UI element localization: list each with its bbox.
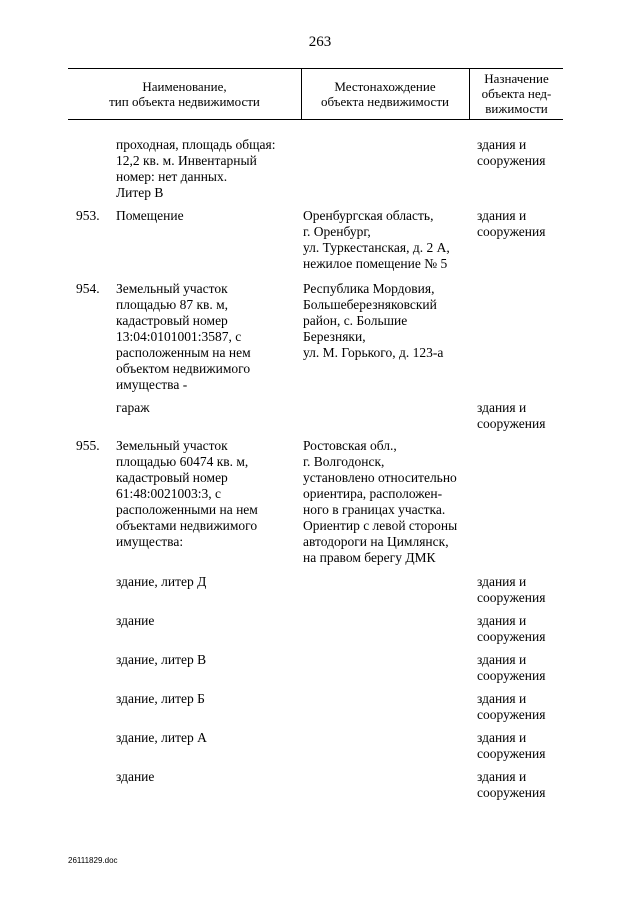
row-name: Земельный участок площадью 60474 кв. м, кадастровый номер 61:48:0021003:3, с расположенными на нем объектами недвижимого имущества: bbox=[116, 438, 258, 549]
header-location: Местонахождение объекта недвижимости bbox=[321, 79, 449, 109]
row-location: Ростовская обл., г. Волгодонск, установлено относительно ориентира, расположен- ного в границах участка. Ориентир с левой стороны автодороги на Цимлянск, на правом берегу ДМК bbox=[303, 438, 458, 565]
row-purpose: здания и сооружения bbox=[477, 400, 546, 431]
row-name: проходная, площадь общая: 12,2 кв. м. Инвентарный номер: нет данных. Литер В bbox=[116, 137, 276, 200]
row-number: 954. bbox=[76, 281, 100, 296]
row-location: Оренбургская область, г. Оренбург, ул. Туркестанская, д. 2 А, нежилое помещение № 5 bbox=[303, 208, 450, 271]
row-purpose: здания и сооружения bbox=[477, 691, 546, 722]
row-name: здание, литер А bbox=[116, 730, 207, 745]
row-purpose: здания и сооружения bbox=[477, 137, 546, 168]
header-name-type: Наименование, тип объекта недвижимости bbox=[109, 79, 260, 109]
row-name: Земельный участок площадью 87 кв. м, кадастровый номер 13:04:0101001:3587, с расположенным на нем объектом недвижимого имущества - bbox=[116, 281, 251, 392]
row-purpose: здания и сооружения bbox=[477, 613, 546, 644]
row-purpose: здания и сооружения bbox=[477, 574, 546, 605]
row-purpose: здания и сооружения bbox=[477, 652, 546, 683]
footer-filename: 26111829.doc bbox=[68, 856, 118, 865]
row-purpose: здания и сооружения bbox=[477, 208, 546, 239]
row-name: здание bbox=[116, 613, 155, 628]
row-name: здание, литер В bbox=[116, 652, 207, 667]
page-number: 263 bbox=[308, 34, 332, 50]
row-name: здание bbox=[116, 769, 155, 784]
row-name: Помещение bbox=[116, 208, 184, 223]
row-number: 953. bbox=[76, 208, 100, 223]
row-name: здание, литер Б bbox=[116, 691, 205, 706]
row-name: здание, литер Д bbox=[116, 574, 207, 589]
header-purpose: Назначение объекта нед- вижимости bbox=[481, 71, 552, 116]
row-name: гараж bbox=[116, 400, 150, 415]
row-purpose: здания и сооружения bbox=[477, 769, 546, 800]
row-location: Республика Мордовия, Большеберезняковский район, с. Большие Березняки, ул. М. Горького, д. 123-а bbox=[303, 281, 444, 360]
row-purpose: здания и сооружения bbox=[477, 730, 546, 761]
row-number: 955. bbox=[76, 438, 100, 453]
